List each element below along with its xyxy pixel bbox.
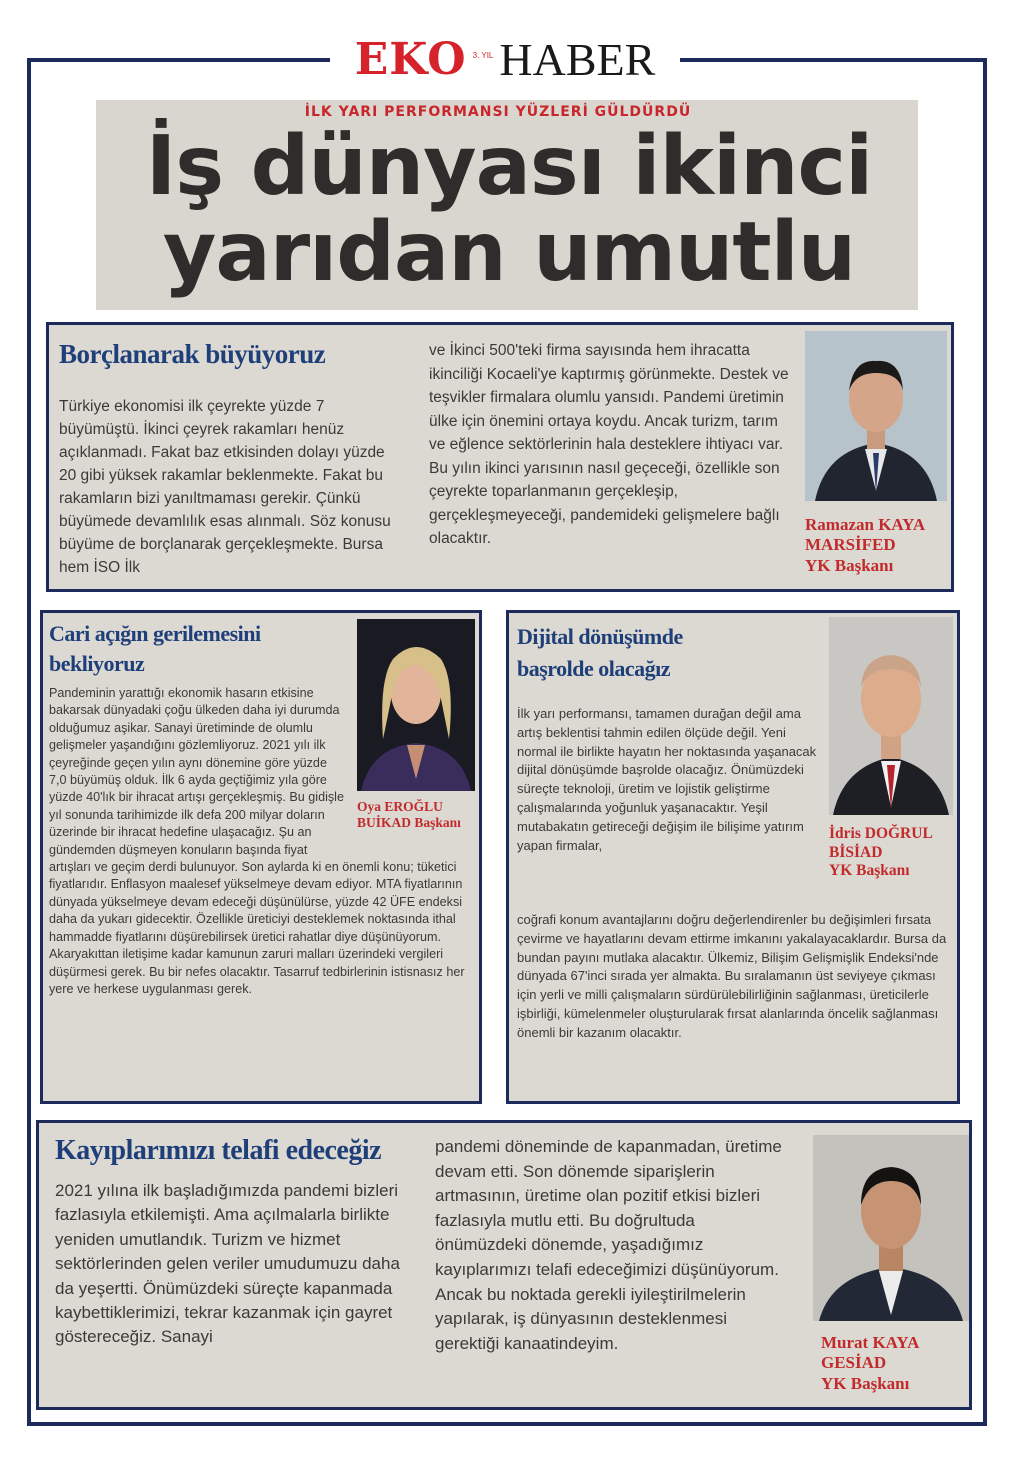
sig-org: MARSİFED	[805, 535, 896, 555]
opinion-box-kaya-gesiad	[36, 1120, 972, 1410]
box-title: Kayıplarımızı telafi edeceğiz	[55, 1135, 382, 1166]
box-text	[49, 685, 474, 1099]
box-text-bottom: coğrafi konum avantajlarını doğru değerlendirenler bu değişimleri fırsata çevirme ve hayatlarını devam ettirme imkanını yakalayacaklardır. Bursa da bundan payını mutlaka alacaktır. Ülkemiz, Bilişim Gelişmişlik Endeksi'nde dünyada 67'inci sırada yer almakta. Bu sıralamanın üst seviyeye çıkması için yerli ve milli çalışmaların sürdürülebilirliğinin sağlanması, üreticilerle işbirliği, kümelenmeler oluşturularak fırsat alanlarında öncelik sağlanması önemli bir kazanım olacaktır.	[517, 912, 947, 1040]
kicker: İLK YARI PERFORMANSI YÜZLERİ GÜLDÜRDÜ	[304, 104, 692, 120]
brand-anniversary-mark: 3. YIL	[472, 50, 494, 60]
portrait-photo	[813, 1135, 969, 1321]
portrait-photo	[805, 331, 947, 501]
box-text-col-2: ve İkinci 500'teki firma sayısında hem ihracatta ikinciliği Kocaeli'ye kaptırmış görünmekte. Destek ve teşvikler firmalara olumlu yansıdı. Pandemi üretimin ülke için önemini ortaya koydu. Ancak turizm, tarım ve eğlence sektörlerinin hala desteklere ihtiyacı var. Bu yılın ikinci yarısının nasıl geçeceği, özellikle son çeyrekte toparlanmanın gerçekleşip, gerçekleşmeyeceği, pandemideki gelişmelere bağlı olacaktır.	[429, 342, 789, 547]
box-text-col-1: 2021 yılına ilk başladığımızda pandemi bizleri fazlasıyla etkilemişti. Ama açılmalarla birlikte yeniden umutlandık. Turizm ve hizmet sektörlerinden gelen veriler umudumuzu daha da yeşertti. Önümüzdeki süreçte kapanmada kaybettiklerimizi, tekrar kazanmak için gayret göstereceğiz. Sanayi	[55, 1181, 400, 1347]
box-text-top: İlk yarı performansı, tamamen durağan değil ama artış beklentisi tahmin edilen ölçüde değil. Yeni normal ile birlikte hayatın her noktasında yaşanacak dijital dönüşümde başrolde olacağız. Önümüzdeki süreçte teknoloji, üretim ve lojistik geliştirme çalışmalarında yoğunluk yaşanacaktır. Yeşil mutabakatın getireceği değişim ile bilişime yatırım yapan firmalar,	[517, 706, 817, 853]
sig-role: BUİKAD Başkanı	[357, 815, 461, 831]
sig-role: YK Başkanı	[821, 1373, 910, 1393]
sig-org: BİSİAD	[829, 843, 883, 861]
signature-block	[829, 825, 933, 881]
portrait-photo	[829, 617, 953, 815]
sig-name: Murat KAYA	[821, 1333, 920, 1352]
sig-org: GESİAD	[821, 1353, 887, 1373]
box-text-body: Pandeminin yarattığı ekonomik hasarın etkisine bakarsak dünyadaki çoğu ülkeden daha iyi durumda olduğumuz aşikar. Sanayi üretiminde de olumlu gelişmeler yaşandığını gözlemliyoruz. 2021 yılı ilk çeyreğinde geçen yılın aynı dönemine göre yüzde 7,0 büyümüş olduk. İlk 6 ayda geçtiğimiz yıla göre yüzde 40'lık bir ihracat artışı gerçekleşmiş. Bu gidişle yıl sonunda tarihimizde ilk defa 200 milyar doların üzerinde bir ihracat hedefine ulaşacağız. Şu an gündemden düşmeyen konuların başında fiyat artışları ve geçim derdi bulunuyor. Son aylarda ki en önemli konu; tüketici fiyatlarıdır. Enflasyon maalesef yükselmeye devam ediyor. MTA fiyatlarının dünyada yükselmeye devam edeceği düşünülürse, yüzde 42 ÜFE endeksi daha da yukarı gidecektir. Özellikle üreticiyi desteklemek noktasında ithal hammadde fiyatlarını düşürebilirsek üretici rahatlar diye düşünüyorum. Akaryakıttan iletişime kadar kamunun zaruri malları üzerindeki vergileri düşürmesi gerek. Bu bir nefes olacaktır. Tasarruf tedbirlerinin istisnasız her yere ve herkese uygulanması gerek.	[49, 686, 465, 996]
sig-role: YK Başkanı	[829, 862, 910, 880]
box-title: Borçlanarak büyüyoruz	[59, 339, 326, 369]
box-title: Dijital dönüşümde başrolde olacağız	[517, 624, 683, 681]
opinion-box-eroglu-buikad	[40, 610, 482, 1104]
sig-name: İdris DOĞRUL	[829, 825, 933, 842]
sig-role: YK Başkanı	[805, 555, 894, 575]
opinion-box-dogrul-bisiad	[506, 610, 960, 1104]
box-text-col-2: pandemi döneminde de kapanmadan, üretime devam etti. Son dönemde siparişlerin artmasının, üretime olan pozitif etkisi bizleri fazlasıyla mutlu etti. Bu doğrultuda önümüzdeki dönemde, yaşadığımız kayıplarımızı telafi edeceğimizi düşünüyorum. Ancak bu noktada gerekli iyileştirilmelerin yapılarak, iş dünyasının desteklenmesi gerektiği kanaatindeyim.	[435, 1137, 782, 1353]
sig-name: Oya EROĞLU	[357, 799, 443, 814]
headline-line-1: İş dünyası ikinci	[145, 119, 873, 214]
box-text-col-1: Türkiye ekonomisi ilk çeyrekte yüzde 7 büyümüştü. İkinci çeyrek rakamları henüz açıklanmadı. Fakat baz etkisinden dolayı yüzde 20 gibi yüksek rakamlar beklenmekte. Fakat bu rakamların bizi yanıltmaması gerekir. Çünkü büyümede devamlılık esas alınmalı. Söz konusu büyüme de borçlanarak gerçekleşmekte. Bursa hem İSO İlk	[59, 398, 391, 576]
headline-line-2: yarıdan umutlu	[162, 205, 856, 300]
brand-haber: HABER	[499, 33, 656, 85]
masthead-logo	[330, 32, 680, 86]
signature-block	[805, 515, 925, 576]
box-title: Cari açığın gerilemesini bekliyoruz	[49, 621, 261, 676]
headline	[104, 119, 914, 300]
brand-eko: EKO	[354, 33, 467, 85]
signature-block	[821, 1333, 919, 1394]
opinion-box-kaya-marsifed	[46, 322, 954, 592]
sig-name: Ramazan KAYA	[805, 515, 926, 534]
